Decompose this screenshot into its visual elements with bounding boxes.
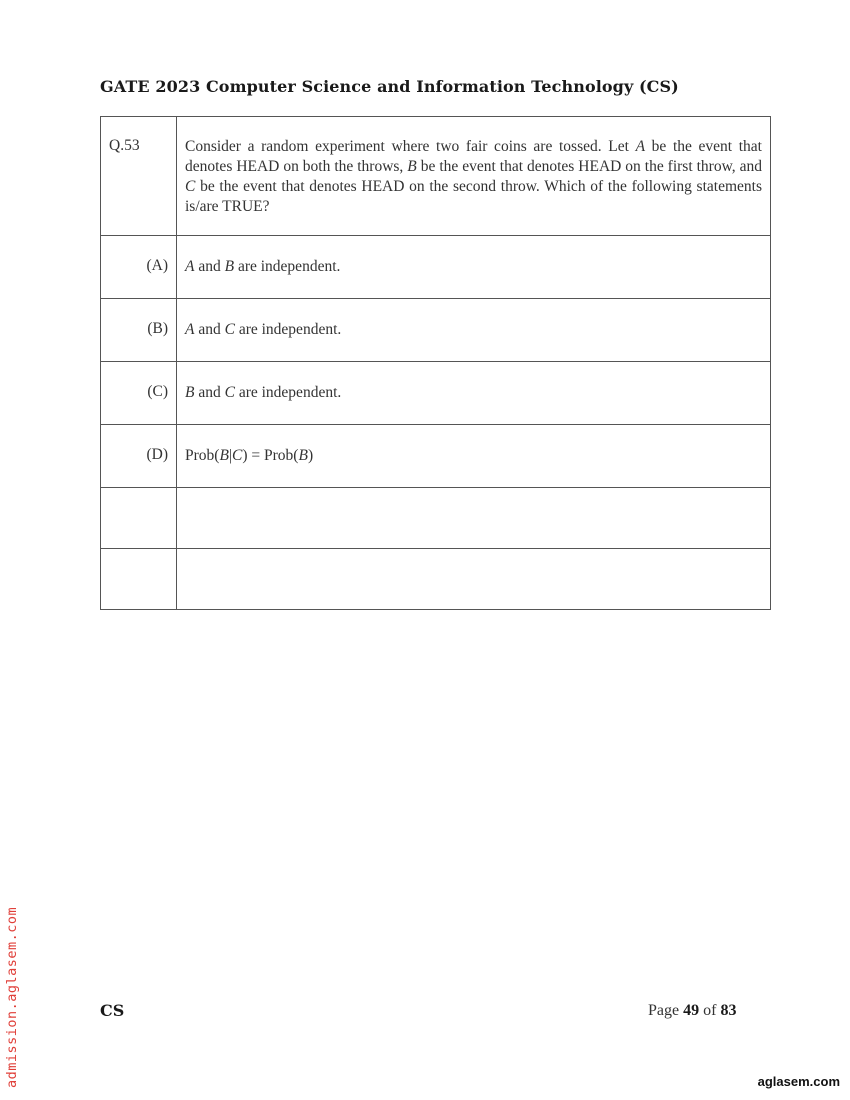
option-row-b [101, 299, 771, 362]
option-text: A and C are independent. [177, 299, 771, 362]
empty-cell [101, 488, 177, 549]
option-row-a [101, 236, 771, 299]
option-row-d [101, 425, 771, 488]
option-label: (C) [101, 362, 177, 425]
page-header-title: GATE 2023 Computer Science and Information Technology (CS) [100, 77, 679, 96]
brand-logo-text: aglasem.com [757, 1074, 840, 1089]
empty-row [101, 488, 771, 549]
footer-subject-code: CS [100, 1001, 125, 1020]
empty-cell [101, 549, 177, 610]
option-text: A and B are independent. [177, 236, 771, 299]
var-a: A [635, 138, 646, 155]
watermark-link[interactable]: admission.aglasem.com [4, 906, 20, 1088]
empty-cell [177, 488, 771, 549]
var-c: C [185, 178, 196, 195]
question-number: Q.53 [101, 117, 177, 236]
footer-page-number: Page 49 of 83 [648, 1002, 737, 1019]
empty-row [101, 549, 771, 610]
question-table [100, 116, 771, 610]
total-pages: 83 [720, 1002, 737, 1019]
option-text: Prob(B|C) = Prob(B) [177, 425, 771, 488]
current-page: 49 [683, 1002, 700, 1019]
var-b: B [407, 158, 417, 175]
option-label: (B) [101, 299, 177, 362]
option-label: (A) [101, 236, 177, 299]
option-text: B and C are independent. [177, 362, 771, 425]
question-text: Consider a random experiment where two fair coins are tossed. Let A be the event that denotes HEAD on both the throws, B be the event that denotes HEAD on the first throw, and C be the event that denotes HEAD on the second throw. Which of the following statements is/are TRUE? [177, 117, 771, 236]
empty-cell [177, 549, 771, 610]
option-label: (D) [101, 425, 177, 488]
option-row-c [101, 362, 771, 425]
question-row [101, 117, 771, 236]
